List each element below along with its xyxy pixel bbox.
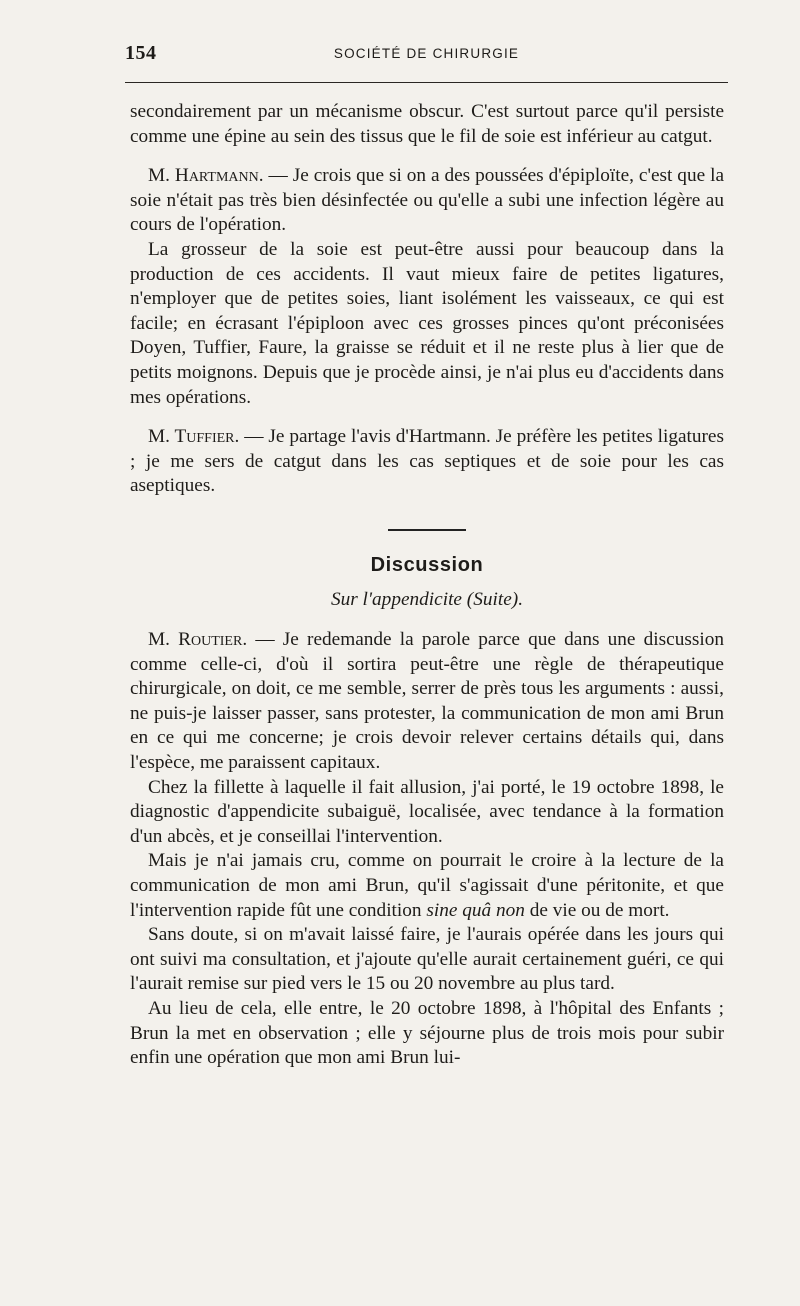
- page-number: 154: [125, 42, 157, 64]
- latin-phrase: sine quâ non: [426, 899, 525, 921]
- routier-intervention: [130, 628, 724, 776]
- running-head: SOCIÉTÉ DE CHIRURGIE: [333, 46, 520, 61]
- routier-paragraph-2: Chez la fillette à laquelle il fait allusion, j'ai porté, le 19 octobre 1898, le diagnostic d'appendicite subaiguë, localisée, avec tendance à la formation d'un abcès, et je conseillai l'intervention.: [130, 776, 724, 847]
- page-header: [125, 42, 728, 72]
- header-rule: [125, 82, 728, 83]
- section-subtitle: Sur l'appendicite (Suite).: [330, 588, 524, 610]
- section-title: Discussion: [370, 553, 484, 576]
- hartmann-intervention: [130, 164, 724, 238]
- hartmann-paragraph-2: La grosseur de la soie est peut-être aussi pour beaucoup dans la production de ces accidents. Il vaut mieux faire de petites ligatures, n'employer que de petites soies, liant isolément les vaisseaux, ce qui est facile; en écrasant l'épiploon avec ces grosses pinces qu'ont préconisées Doyen, Tuffier, Faure, la graisse se réduit et il ne reste plus à lier que de petits moignons. Depuis que je procède ainsi, je n'ai plus eu d'accidents dans mes opérations.: [130, 238, 724, 408]
- continued-paragraph: secondairement par un mécanisme obscur. C'est surtout parce qu'il persiste comme une épine au sein des tissus que le fil de soie est inférieur au catgut.: [130, 101, 724, 147]
- speaker-name: M. Hartmann.: [148, 165, 264, 187]
- paragraph-text-end: de vie ou de mort.: [524, 899, 670, 921]
- routier-paragraph-4: Sans doute, si on m'avait laissé faire, je l'aurais opérée dans les jours qui ont suivi ma consultation, et j'ajoute qu'elle aurait certainement guéri, ce qui l'aurait remise sur pied vers le 15 ou 20 novembre au plus tard.: [130, 924, 724, 995]
- paragraph-text-start: Mais je n'ai jamais cru, comme on pourrait le croire à la lecture de la communication de mon ami Brun, qu'il s'agissait d'une péritonite, et que l'intervention rapide fût une condition: [130, 850, 724, 921]
- intervention-text: — Je redemande la parole parce que dans une discussion comme celle-ci, d'où il sortira peut-être une règle de thérapeutique chirurgicale, on doit, ce me semble, serrer de près tous les arguments : aussi, ne puis-je laisser passer, sans protester, la communication de mon ami Brun en ce qui me concerne; je crois devoir relever certains détails qui, dans l'espèce, me paraissent capitaux.: [130, 629, 725, 774]
- routier-paragraph-5: Au lieu de cela, elle entre, le 20 octobre 1898, à l'hôpital des Enfants ; Brun la met en observation ; elle y séjourne plus de trois mois pour subir enfin une opération que mon ami Brun lui-: [130, 998, 724, 1069]
- speaker-name: M. Tuffier.: [148, 426, 240, 448]
- section-separator: [388, 529, 466, 531]
- speaker-name: M. Routier.: [148, 629, 248, 651]
- main-text: [130, 100, 724, 1071]
- intervention-text: — Je crois que si on a des poussées d'épiploïte, c'est que la soie n'était pas très bien désinfectée ou qu'elle a subi une infection légère au cours de l'opération.: [130, 165, 724, 236]
- tuffier-intervention: [130, 425, 724, 499]
- intervention-text: — Je partage l'avis d'Hartmann. Je préfère les petites ligatures ; je me sers de catgut dans les cas septiques et de soie pour les cas aseptiques.: [130, 426, 724, 497]
- routier-paragraph-3: [130, 849, 724, 923]
